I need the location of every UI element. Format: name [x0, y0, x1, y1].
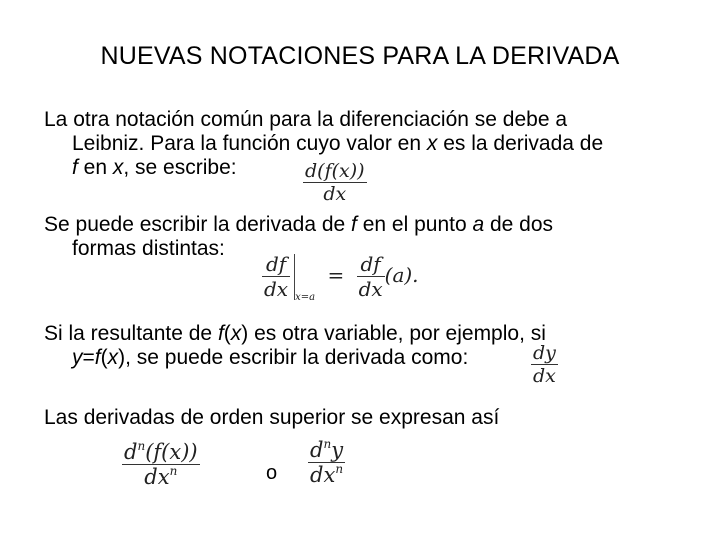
p2-line2: formas distintas: [72, 237, 225, 260]
p3-line2: y=f(x), se puede escribir la derivada como: [72, 346, 469, 369]
formula-higher-order-f: $\frac{d^n(f(x))}{dx^n}$ [124, 439, 198, 489]
or-connector: o [266, 462, 278, 484]
p1-line3: f en x, se escribe: [72, 156, 237, 179]
p1-line1: La otra notación común para la diferenciación se debe a [44, 108, 568, 131]
slide-title: NUEVAS NOTACIONES PARA LA DERIVADA [100, 42, 620, 70]
p2-line1: Se puede escribir la derivada de f en el punto a de dos [44, 213, 554, 236]
p3-line1: Si la resultante de f(x) es otra variable, por ejemplo, si [44, 322, 546, 345]
formula-dy-dx: $\frac{dy}{dx}$ [533, 342, 556, 387]
p1-line2: Leibniz. Para la función cuyo valor en x es la derivada de [72, 132, 604, 155]
p4-line1: Las derivadas de orden superior se expresan así [44, 406, 500, 429]
formula-point: $\frac{df}{dx}$ $_{x=a}$ = $\frac{df}{dx}$ (a). [264, 252, 419, 303]
formula-leibniz: $\frac{d(f(x))}{dx}$ [305, 160, 365, 205]
paragraph-higher-order [44, 406, 499, 430]
paragraph-variable [44, 322, 546, 370]
formula-higher-order-y: $\frac{d^ny}{dx^n}$ [310, 437, 344, 487]
